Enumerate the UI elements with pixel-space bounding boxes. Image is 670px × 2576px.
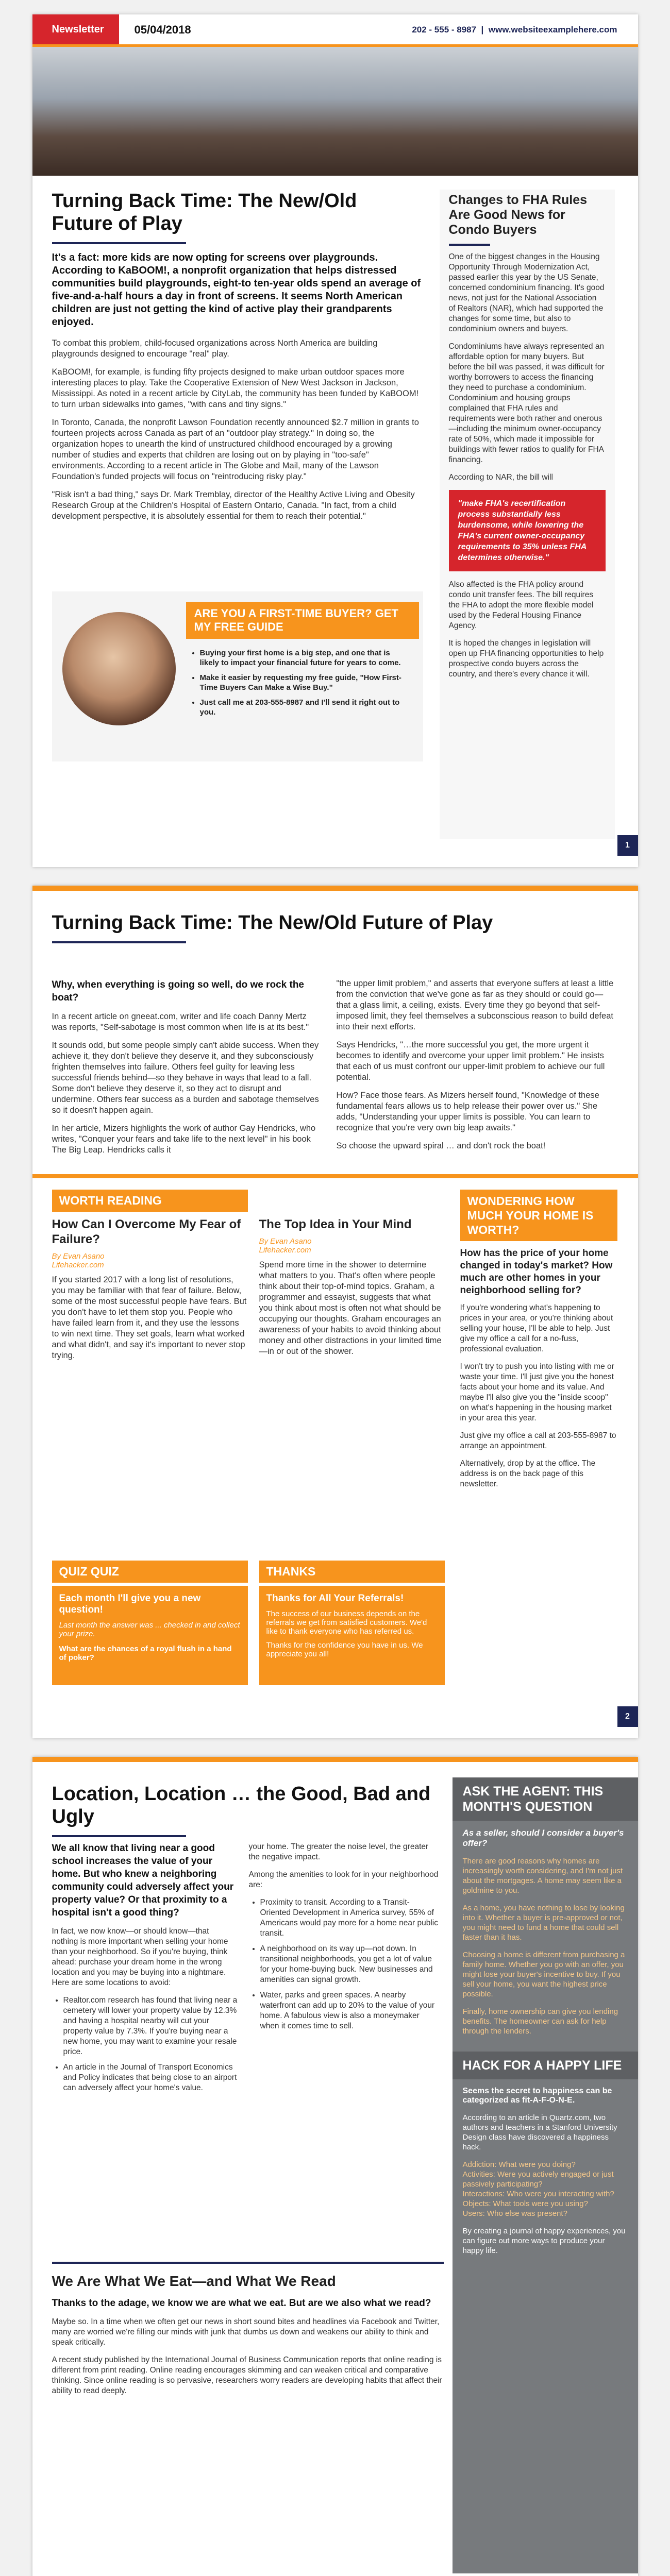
- thanks-title: Thanks for All Your Referrals!: [266, 1593, 404, 1604]
- paragraph: your home. The greater the noise level, the greater the negative impact.: [248, 1842, 429, 1861]
- sidebar-rule: [449, 244, 490, 246]
- buyer-guide-list: [189, 648, 411, 722]
- wondering-header: WONDERING HOW MUCH YOUR HOME IS WORTH?: [460, 1190, 617, 1241]
- paragraph: There are good reasons why homes are increasingly worth considering, and I'm not just about the mortgages. A home may seem like a goldmine to you.: [462, 1857, 623, 1895]
- list-item: • Proximity to transit. According to a Transit-Oriented Development in America survey, 55% of Americans would pay more for a home near public transit.: [260, 1897, 440, 1939]
- article-title: Location, Location … the Good, Bad and Ugly: [52, 1783, 431, 1827]
- title-rule: [52, 242, 186, 244]
- paragraph: According to NAR, the bill will: [448, 473, 553, 482]
- paragraph: According to an article in Quartz.com, two authors and teachers in a Stanford University Design class have discovered a happiness hack.: [462, 2113, 617, 2151]
- hero-image-playground: [32, 47, 638, 176]
- worth-reading-title: How Can I Overcome My Fear of Failure?: [52, 1217, 241, 1246]
- ask-body: [463, 1856, 628, 2036]
- buyer-guide-banner[interactable]: ARE YOU A FIRST-TIME BUYER? GET MY FREE GUIDE: [186, 602, 419, 639]
- sidebar-title: Changes to FHA Rules Are Good News for Condo Buyers: [448, 193, 588, 237]
- article-body: [52, 1926, 238, 1988]
- paragraph: Among the amenities to look for in your neighborhood are:: [248, 1870, 439, 1889]
- paragraph: In fact, we now know—or should know—that nothing is more important when selling your home than your neighborhood. So if you're buying, think ahead: purchase your dream home in the wrong location and you may be buying into a nightmare. Here are some locations to avoid:: [52, 1927, 228, 1987]
- worth-reading-author: By Evan Asano Lifehacker.com: [52, 1252, 105, 1269]
- avoid-list: [52, 1995, 238, 2093]
- section-divider: [32, 1174, 638, 1178]
- paragraph: It sounds odd, but some people simply can't abide success. When they achieve it, they don't believe they deserve it, and they subconsciously frighten themselves into failure. Others feel guilty for leaving less successful friends behind—so they behave in ways that lead to a fall. Some don't believe they deserve it, so they act to disrupt and undermine. Others fear success as a burden and sabotage themselves so it doesn't happen again.: [52, 1041, 319, 1115]
- article-subhead: Why, when everything is going so well, do we rock the boat?: [52, 979, 305, 1003]
- top-accent: [32, 1757, 638, 1762]
- top-idea-body: Spend more time in the shower to determine what matters to you. That's often where people think about their top-of-mind topics. Graham, a programmer and essayist, suggests that what you think about most is often not what should be occupying our thoughts. Graham encourages an awareness of your habits to avoid thinking about money and other distractions in your limited time—in or out of the shower.: [259, 1260, 442, 1356]
- article-body-col2: [337, 978, 615, 1159]
- paragraph: Alternatively, drop by at the office. The address is on the back page of this newsletter.: [460, 1459, 596, 1488]
- quiz-header: QUIZ QUIZ: [52, 1561, 248, 1583]
- paragraph: "the upper limit problem," and asserts that everyone suffers at least a little from the conviction that we've gone as far as they should or could go—that a glass limit, a ceiling, exists. Every time they go beyond that self-imposed limit, they feel themselves a subconscious reason to build defeat into their next efforts.: [336, 979, 614, 1031]
- hack-body: [463, 2113, 628, 2256]
- top-idea-author: By Evan Asano Lifehacker.com: [259, 1237, 312, 1255]
- paragraph: Says Hendricks, "…the more successful you get, the more urgent it becomes to identify and overcome your upper limit problem." He insists that each of us must confront our upper-limit problem to achieve our full potential.: [336, 1040, 605, 1082]
- website-link[interactable]: www.websiteexamplehere.com: [488, 25, 617, 35]
- paragraph: I won't try to push you into listing with me or waste your time. I'll just give you the honest facts about your home and its value. And maybe I'll also give you the "inside scoop" on what's happening in the housing market in your area this year.: [460, 1362, 614, 1422]
- list-item: • Buying your first home is a big step, and one that is likely to impact your financial future for years to come.: [200, 648, 411, 668]
- article-lead: It's a fact: more kids are now opting for screens over playgrounds. According to KaBOOM!, a nonprofit organization that helps distressed communities build playgrounds, eight-to ten-year olds spend an average of five-and-a-half hours a day in front of screens. It seems North American children are just not getting the kind of active play their grandparents enjoyed.: [52, 252, 421, 328]
- worth-reading: [52, 1190, 248, 1361]
- title-rule: [52, 1835, 186, 1837]
- issue-date: 05/04/2018: [134, 23, 191, 36]
- thanks-body-2: Thanks for the confidence you have in us. We appreciate you all!: [266, 1641, 423, 1658]
- reading-article: [52, 2262, 444, 2403]
- wondering-body: [460, 1303, 617, 1489]
- article-body-col2: [249, 1842, 440, 2037]
- wondering-lead: How has the price of your home changed in today's market? How much are other homes in your neighborhood selling for?: [460, 1248, 613, 1296]
- paragraph: How? Face those fears. As Mizers herself found, "Knowledge of these fundamental fears allows us to help release their power over us." She adds, "Understanding your upper limits is possible. You can learn to recognize that you're very own big leap awaits.": [336, 1091, 599, 1132]
- paragraph: Also affected is the FHA policy around condo unit transfer fees. The bill requires the FHA to adopt the more flexible model used by the Federal Housing Finance Agency.: [448, 580, 594, 630]
- sidebar-fha: [440, 190, 615, 839]
- thanks-body: The success of our business depends on the referrals we get from satisfied customers. We'd like to thank everyone who has referred us.: [266, 1609, 427, 1636]
- top-idea-title: The Top Idea in Your Mind: [259, 1217, 412, 1231]
- phone-number: 202 - 555 - 8987: [412, 25, 477, 35]
- paragraph: One of the biggest changes in the Housing Opportunity Through Modernization Act, passed earlier this year by the US Senate, concerned condominium financing. It's good news, not just for the National Association of Realtors (NAR), which had supported the changes for some time, but also to condominium owners and buyers.: [448, 252, 605, 333]
- contact-line: 202 - 555 - 8987 | www.websiteexamplehere.com: [412, 25, 617, 35]
- ask-question: As a seller, should I consider a buyer's offer?: [462, 1828, 624, 1848]
- paragraph: In a recent article on gneeat.com, writer and life coach Danny Mertz was reports, "Self-sabotage is most common when life is at its best.": [52, 1012, 309, 1032]
- article-lead: We all know that living near a good school increases the value of your home. But who knew a neighboring community could adversely affect your property value? Or that proximity to a hospital isn't a good thing?: [52, 1843, 234, 1918]
- list-item: • A neighborhood on its way up—not down. In transitional neighborhoods, you get a lot of value for your home-buying buck. New businesses and amenities can signal growth.: [260, 1944, 440, 1985]
- reading-body: [52, 2317, 444, 2396]
- paragraph: Condominiums have always represented an affordable option for many buyers. But before the bill was passed, it was difficult for worthy borrowers to access the financing they need to purchase a condominium. Condominium and housing groups complained that FHA rules and requirements were both rather and onerous—including the minimum owner-occupancy rate of 50%, which made it impossible for buildings with fewer ratios to qualify for FHA financing.: [448, 342, 605, 464]
- worth-reading-header: WORTH READING: [52, 1190, 248, 1212]
- thanks-panel: [259, 1586, 445, 1685]
- quiz-answer: Last month the answer was ... checked in and collect your prize.: [59, 1621, 240, 1638]
- paragraph: Finally, home ownership can give you lending benefits. The homeowner can ask for help through the lenders.: [462, 2007, 618, 2036]
- sidebar-body: [449, 252, 606, 483]
- list-item: • Water, parks and green spaces. A nearby waterfront can add up to 20% to the value of your home. A fabulous view is also a moneymaker when it comes time to sell.: [260, 1990, 440, 2031]
- paragraph: It is hoped the changes in legislation will open up FHA financing opportunities to help prospective condo buyers across the country, and there's every chance it will.: [448, 639, 604, 679]
- agent-avatar: [62, 612, 176, 725]
- paragraph: Choosing a home is different from purchasing a family home. Whether you go with an offer, you might lose your buyer's incentive to buy. If you sell your home, you want the highest price possible.: [462, 1951, 625, 1998]
- paragraph: Just give my office a call at 203-555-8987 to arrange an appointment.: [460, 1431, 616, 1450]
- list-item: • Just call me at 203-555-8987 and I'll send it right out to you.: [200, 698, 411, 717]
- wondering-box: [460, 1190, 617, 1497]
- paragraph: KaBOOM!, for example, is funding fifty projects designed to make urban outdoor spaces more interesting places to play. Take the Cooperative Extension of New West Jackson in Jackson, Mississippi. As noted in a recent article by CityLab, the community has been funded by KaBOOM! to turn urban sidewalks into games, "with cans and tiny signs.": [52, 367, 419, 409]
- paragraph: A recent study published by the International Journal of Business Communication reports that online reading is different from print reading. Online reading encourages skimming and can weaken critical and comparative thinking. Since online reading is so pervasive, researchers worry readers are developing habits that affect their ability to read deeply.: [52, 2355, 442, 2395]
- paragraph: In Toronto, Canada, the nonprofit Lawson Foundation recently announced $2.7 million in grants to fourteen projects across Canada as part of an "outdoor play strategy." In doing so, the organization hopes to unearth the kind of unstructured childhood encouraged by a growing number of studies and experts that children are losing out on by playing in "too-safe" environments. According to a recent article in The Globe and Mail, many of the Lawson Foundation's funded projects will focus on "reintroducing risky play.": [52, 418, 419, 481]
- quiz-box: [52, 1561, 248, 1685]
- paragraph: In her article, Mizers highlights the work of author Gay Hendricks, who writes, "Conquer your fears and take life to the next level" in his book The Big Leap. Hendricks calls it: [52, 1124, 316, 1155]
- paragraph: "Risk isn't a bad thing," says Dr. Mark Tremblay, director of the Healthy Active Living and Obesity Research Group at the Children's Hospital of Eastern Ontario, Canada. "In fact, from a child development perspective, it is absolutely essential for them to reach their potential.": [52, 490, 415, 521]
- sidebar-gray: [453, 1777, 638, 2573]
- quiz-next: What are the chances of a royal flush in a hand of poker?: [59, 1645, 232, 1662]
- paragraph: If you're wondering what's happening to prices in your area, or you're thinking about selling your house, I'll be able to help. Just give my office a call for a no-fuss, professional evaluation.: [460, 1303, 613, 1353]
- quiz-panel: [52, 1586, 248, 1685]
- article-body: [52, 338, 423, 522]
- title-rule: [52, 941, 186, 943]
- list-item: • An article in the Journal of Transport Economics and Policy indicates that being close to an airport can adversely affect your home's value.: [63, 2062, 238, 2093]
- buyer-guide-ad: [52, 591, 423, 761]
- top-accent: [32, 886, 638, 891]
- sidebar-body-2: [449, 580, 606, 680]
- newsletter-badge: Newsletter: [32, 14, 119, 44]
- reading-lead: Thanks to the adage, we know we are what we eat. But are we also what we read?: [52, 2298, 431, 2309]
- newsletter-page-1: [32, 14, 638, 867]
- thanks-header: THANKS: [259, 1561, 445, 1583]
- sidebar-pullquote: "make FHA's recertification process substantially less burdensome, while lowering the FHA's current owner-occupancy requirements to 35% unless FHA determines otherwise.": [449, 490, 606, 571]
- hack-lead: Seems the secret to happiness can be categorized as fit-A-F-O-N-E.: [462, 2087, 612, 2105]
- reading-title: We Are What We Eat—and What We Read: [52, 2273, 336, 2289]
- article-title: Turning Back Time: The New/Old Future of Play: [52, 190, 357, 234]
- paragraph: So choose the upward spiral … and don't rock the boat!: [336, 1141, 546, 1150]
- amenity-list: [249, 1897, 440, 2031]
- header-bar: [32, 14, 638, 47]
- newsletter-page-3: [32, 1757, 638, 2576]
- paragraph: Addiction: What were you doing? Activities: Were you actively engaged or just passively participating? Interactions: Who were you interacting with? Objects: What tools were you using? Users: Who else was present?: [462, 2160, 614, 2218]
- hack-header: HACK FOR A HAPPY LIFE: [453, 2052, 638, 2079]
- paragraph: To combat this problem, child-focused organizations across North America are building playgrounds designed to encourage "real" play.: [52, 338, 378, 359]
- paragraph: By creating a journal of happy experiences, you can figure out more ways to produce your happy life.: [462, 2227, 626, 2255]
- newsletter-page-2: [32, 886, 638, 1738]
- paragraph: Maybe so. In a time when we often get our news in short sound bites and headlines via Facebook and Twitter, many are worried we're filling our minds with junk that dumbs us down and weakens our ability to think and speak critically.: [52, 2317, 440, 2347]
- top-idea: [259, 1190, 445, 1357]
- list-item: • Make it easier by requesting my free guide, "How First-Time Buyers Can Make a Wise Buy.": [200, 673, 411, 692]
- paragraph: As a home, you have nothing to lose by looking into it. Whether a buyer is pre-approved or not, you might need to fund a home that could sell faster than it has.: [462, 1904, 625, 1942]
- thanks-box: [259, 1561, 445, 1685]
- page-number: 1: [617, 835, 638, 856]
- list-item: • Realtor.com research has found that living near a cemetery will lower your property value by 12.3% and having a hospital nearby will cut your property value by 7.3%. If you're buying near a new home, you may want to examine your resale price.: [63, 1995, 238, 2057]
- ask-header: ASK THE AGENT: THIS MONTH'S QUESTION: [453, 1777, 638, 1821]
- article-title: Turning Back Time: The New/Old Future of Play: [52, 912, 493, 934]
- article-body: [52, 1011, 320, 1156]
- quiz-question: Each month I'll give you a new question!: [59, 1593, 201, 1615]
- worth-reading-body: If you started 2017 with a long list of resolutions, you may be familiar with that fear of failure. Below, some of the most successful people have fears. But you don't have to let them stop you. People who have failed learn from it, and they use the lessons to win next time. They set goals, learn what worked and what didn't, and say it's important to never stop trying.: [52, 1275, 247, 1360]
- page-number: 2: [617, 1706, 638, 1727]
